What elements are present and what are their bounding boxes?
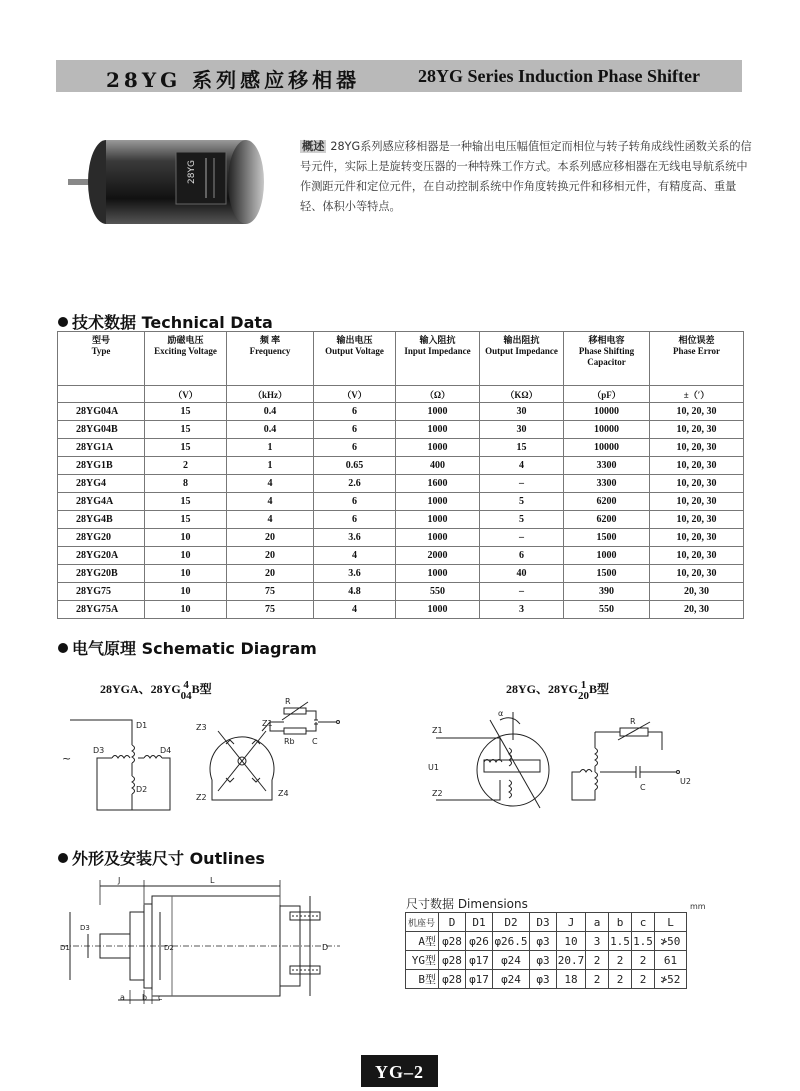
value-cell: 1000 [396, 601, 480, 619]
svg-text:U1: U1 [428, 763, 439, 772]
col-output-voltage: 输出电压 Output Voltage [314, 332, 396, 386]
dimensions-header-cell: b [609, 913, 632, 932]
dimensions-row [406, 970, 687, 989]
value-cell: 0.65 [314, 457, 396, 475]
intro-label: 概述 [302, 140, 325, 153]
value-cell: 10, 20, 30 [650, 565, 744, 583]
value-cell: 0.4 [227, 403, 314, 421]
value-cell: 4 [314, 547, 396, 565]
value-cell: 20 [227, 565, 314, 583]
svg-text:Z3: Z3 [196, 723, 207, 732]
dimension-cell: φ3 [530, 951, 557, 970]
value-cell: 5 [480, 511, 564, 529]
svg-text:Z4: Z4 [278, 789, 289, 798]
value-cell: 3.6 [314, 529, 396, 547]
svg-text:c: c [158, 993, 163, 1002]
dimension-cell: 2 [586, 970, 609, 989]
frame-type-cell: B型 [406, 970, 439, 989]
dimension-cell: 20.7 [557, 951, 586, 970]
type-cell: 28YG4B [58, 511, 145, 529]
dimension-cell: 18 [557, 970, 586, 989]
value-cell: 10 [145, 547, 227, 565]
value-cell: 1000 [396, 439, 480, 457]
dimension-cell: φ17 [466, 970, 493, 989]
dimension-cell: 2 [586, 951, 609, 970]
svg-text:D1: D1 [136, 721, 148, 730]
dimensions-header-cell: D3 [530, 913, 557, 932]
value-cell: – [480, 583, 564, 601]
svg-text:D3: D3 [80, 924, 90, 932]
frame-type-cell: A型 [406, 932, 439, 951]
value-cell: 10, 20, 30 [650, 457, 744, 475]
value-cell: 10, 20, 30 [650, 493, 744, 511]
value-cell: 1 [227, 457, 314, 475]
dimension-cell: 2 [632, 951, 655, 970]
value-cell: 1600 [396, 475, 480, 493]
dimension-cell: φ26 [466, 932, 493, 951]
dimension-cell: φ26.5 [493, 932, 530, 951]
schematic-right [428, 709, 691, 808]
value-cell: 1000 [564, 547, 650, 565]
dimension-cell: 1.5 [632, 932, 655, 951]
value-cell: 6 [480, 547, 564, 565]
type-cell: 28YG4A [58, 493, 145, 511]
dimension-cell: ≯50 [655, 932, 687, 951]
table-unit-row: （V） （kHz） （V） （Ω） （KΩ） （pF） ±（′） [58, 386, 744, 403]
svg-text:D3: D3 [93, 746, 105, 755]
value-cell: – [480, 475, 564, 493]
value-cell: 8 [145, 475, 227, 493]
value-cell: 10, 20, 30 [650, 403, 744, 421]
value-cell: 10, 20, 30 [650, 439, 744, 457]
title-english: 28YG Series Induction Phase Shifter [418, 66, 701, 86]
svg-text:a: a [120, 993, 125, 1002]
value-cell: 6200 [564, 493, 650, 511]
svg-text:α: α [498, 709, 504, 718]
dimensions-header-cell: L [655, 913, 687, 932]
svg-text:D2: D2 [164, 944, 174, 952]
col-exciting-voltage: 励磁电压 Exciting Voltage [145, 332, 227, 386]
value-cell: 1500 [564, 529, 650, 547]
svg-text:R: R [630, 717, 636, 726]
col-type: 型号 Type [58, 332, 145, 386]
col-input-impedance: 输入阻抗 Input Impedance [396, 332, 480, 386]
col-phase-error: 相位误差 Phase Error [650, 332, 744, 386]
type-cell: 28YG20A [58, 547, 145, 565]
svg-text:~: ~ [62, 752, 72, 765]
dimensions-header-row [406, 913, 687, 932]
dimensions-unit: mm [690, 902, 706, 911]
type-cell: 28YG1B [58, 457, 145, 475]
dimension-cell: φ3 [530, 932, 557, 951]
value-cell: 3300 [564, 457, 650, 475]
page-number: YG–2 [361, 1055, 438, 1087]
value-cell: 4 [480, 457, 564, 475]
value-cell: 4 [314, 601, 396, 619]
nameplate-text: 28YG [187, 160, 197, 184]
value-cell: 20, 30 [650, 583, 744, 601]
svg-text:Z2: Z2 [432, 789, 443, 798]
value-cell: 6 [314, 421, 396, 439]
value-cell: 1000 [396, 493, 480, 511]
dimension-cell: 3 [586, 932, 609, 951]
type-cell: 28YG1A [58, 439, 145, 457]
value-cell: 30 [480, 421, 564, 439]
value-cell: 400 [396, 457, 480, 475]
col-phase-shifting-capacitor: 移相电容 Phase Shifting Capacitor [564, 332, 650, 386]
dimension-cell: 2 [632, 970, 655, 989]
svg-text:b: b [142, 993, 148, 1002]
svg-text:D4: D4 [160, 746, 172, 755]
dimension-cell: φ3 [530, 970, 557, 989]
value-cell: 2 [145, 457, 227, 475]
value-cell: 4 [227, 493, 314, 511]
value-cell: 15 [145, 439, 227, 457]
type-cell: 28YG20B [58, 565, 145, 583]
svg-text:Z1: Z1 [432, 726, 443, 735]
type-cell: 28YG75 [58, 583, 145, 601]
col-frequency: 频 率 Frequency [227, 332, 314, 386]
value-cell: 4 [227, 475, 314, 493]
svg-text:Z2: Z2 [196, 793, 207, 802]
dimension-cell: φ24 [493, 951, 530, 970]
dimension-cell: 2 [609, 970, 632, 989]
value-cell: 15 [145, 511, 227, 529]
value-cell: 1000 [396, 511, 480, 529]
dimensions-caption: 尺寸数据 Dimensions [406, 897, 528, 911]
dimensions-header-cell: D [439, 913, 466, 932]
intro-text: 28YG系列感应移相器是一种输出电压幅值恒定而相位与转子转角成线性函数关系的信号元件，实际上是旋转变压器的一种特殊工作方式。本系列感应移相器在无线电导航系统中作测距元件和定位元件，在自动控制系统中作角度转换元件和移相元件，有精度高、重量轻、体积小等特点。 [300, 140, 752, 213]
dimension-cell: 61 [655, 951, 687, 970]
value-cell: 10, 20, 30 [650, 529, 744, 547]
dimensions-header-cell: 机座号 [406, 913, 439, 932]
technical-data-heading: 技术数据 Technical Data [58, 310, 273, 333]
value-cell: 20 [227, 547, 314, 565]
value-cell: 10000 [564, 403, 650, 421]
value-cell: 6 [314, 511, 396, 529]
value-cell: 10 [145, 583, 227, 601]
value-cell: 2000 [396, 547, 480, 565]
dimension-cell: φ28 [439, 970, 466, 989]
dimension-cell: φ17 [466, 951, 493, 970]
value-cell: 10 [145, 601, 227, 619]
value-cell: 550 [564, 601, 650, 619]
svg-text:D2: D2 [136, 785, 148, 794]
value-cell: 2.6 [314, 475, 396, 493]
svg-text:C: C [640, 783, 646, 792]
value-cell: 6 [314, 439, 396, 457]
dimensions-header-cell: J [557, 913, 586, 932]
col-output-impedance: 输出阻抗 Output Impedance [480, 332, 564, 386]
type-cell: 28YG04B [58, 421, 145, 439]
svg-text:R: R [285, 697, 291, 706]
outline-drawing [60, 876, 340, 1004]
dimensions-header-cell: D1 [466, 913, 493, 932]
dimension-cell: 1.5 [609, 932, 632, 951]
type-cell: 28YG75A [58, 601, 145, 619]
svg-text:D1: D1 [60, 944, 70, 952]
title-chinese: 28YG 系列感应移相器 [106, 68, 361, 92]
value-cell: 75 [227, 583, 314, 601]
schematic-left [62, 697, 340, 810]
value-cell: 4 [227, 511, 314, 529]
value-cell: 15 [145, 403, 227, 421]
dimensions-row [406, 951, 687, 970]
value-cell: 1000 [396, 565, 480, 583]
dimension-cell: φ24 [493, 970, 530, 989]
svg-text:D: D [322, 943, 329, 952]
svg-text:U2: U2 [680, 777, 691, 786]
value-cell: 10000 [564, 439, 650, 457]
value-cell: 10, 20, 30 [650, 475, 744, 493]
svg-text:J: J [118, 876, 121, 885]
dimensions-header-cell: D2 [493, 913, 530, 932]
dimensions-header-cell: a [586, 913, 609, 932]
frame-type-cell: YG型 [406, 951, 439, 970]
value-cell: 10 [145, 565, 227, 583]
outlines-heading: 外形及安装尺寸 Outlines [58, 846, 265, 869]
value-cell: 30 [480, 403, 564, 421]
type-cell: 28YG4 [58, 475, 145, 493]
value-cell: 5 [480, 493, 564, 511]
value-cell: 6200 [564, 511, 650, 529]
dimension-cell: φ28 [439, 951, 466, 970]
dimension-cell: 2 [609, 951, 632, 970]
value-cell: 20 [227, 529, 314, 547]
svg-text:C: C [312, 737, 318, 746]
value-cell: 10000 [564, 421, 650, 439]
dimensions-header-cell: c [632, 913, 655, 932]
type-cell: 28YG04A [58, 403, 145, 421]
value-cell: 1500 [564, 565, 650, 583]
schematic-left-title: 28YGA、28YG 4 04 B型 [100, 679, 212, 702]
value-cell: 3 [480, 601, 564, 619]
value-cell: 0.4 [227, 421, 314, 439]
value-cell: 1 [227, 439, 314, 457]
value-cell: 20, 30 [650, 601, 744, 619]
value-cell: 6 [314, 403, 396, 421]
value-cell: 15 [145, 421, 227, 439]
type-cell: 28YG20 [58, 529, 145, 547]
bullet-icon [58, 853, 68, 863]
value-cell: 6 [314, 493, 396, 511]
schematic-right-title: 28YG、28YG 1 20 B型 [506, 679, 610, 702]
svg-text:L: L [210, 876, 215, 885]
value-cell: 10, 20, 30 [650, 547, 744, 565]
dimensions-table [405, 912, 687, 989]
value-cell: 10, 20, 30 [650, 421, 744, 439]
value-cell: 390 [564, 583, 650, 601]
value-cell: 1000 [396, 529, 480, 547]
value-cell: – [480, 529, 564, 547]
value-cell: 1000 [396, 403, 480, 421]
value-cell: 550 [396, 583, 480, 601]
value-cell: 4.8 [314, 583, 396, 601]
value-cell: 1000 [396, 421, 480, 439]
dimension-cell: φ28 [439, 932, 466, 951]
value-cell: 15 [480, 439, 564, 457]
dimensions-row [406, 932, 687, 951]
value-cell: 3.6 [314, 565, 396, 583]
dimension-cell: ≯52 [655, 970, 687, 989]
value-cell: 10, 20, 30 [650, 511, 744, 529]
value-cell: 75 [227, 601, 314, 619]
value-cell: 3300 [564, 475, 650, 493]
schematic-heading: 电气原理 Schematic Diagram [58, 636, 317, 659]
svg-text:Rb: Rb [284, 737, 295, 746]
value-cell: 15 [145, 493, 227, 511]
value-cell: 10 [145, 529, 227, 547]
dimension-cell: 10 [557, 932, 586, 951]
value-cell: 40 [480, 565, 564, 583]
svg-text:Z1: Z1 [262, 719, 273, 728]
